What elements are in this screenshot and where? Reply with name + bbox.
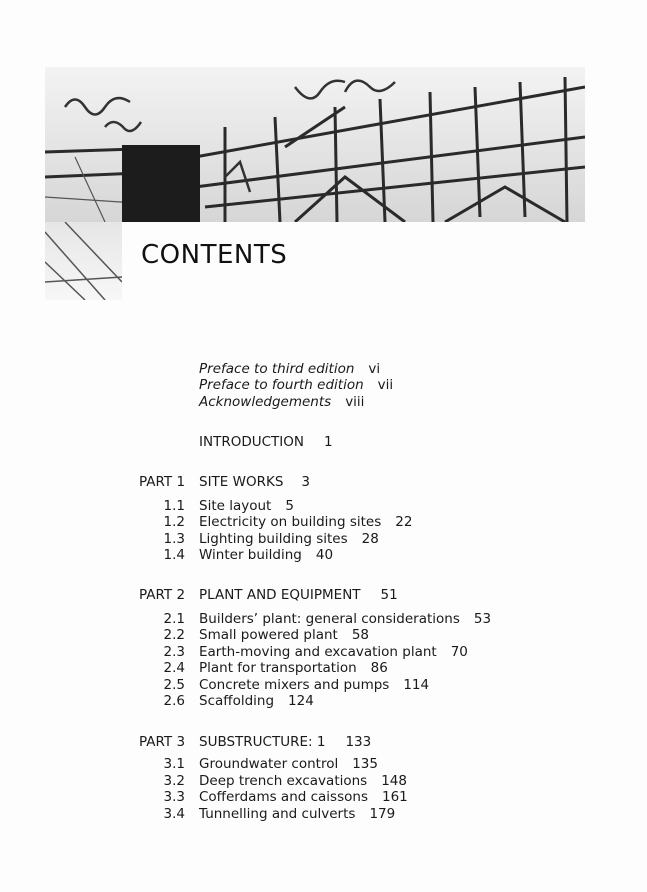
introduction-entry[interactable] [199,434,333,450]
page-number: vii [377,377,394,393]
chapter-title: Deep trench excavations [199,773,368,789]
prelim-label: Preface to third edition [199,361,355,377]
page-number: 53 [473,611,492,627]
chapter-title: Cofferdams and caissons [199,789,368,805]
page-number: 148 [381,773,407,789]
page-number: 124 [288,693,314,709]
chapter-entry[interactable] [199,531,379,547]
part-label: PART 1 [139,474,186,490]
chapter-title: Scaffolding [199,693,275,709]
chapter-title: Lighting building sites [199,531,348,547]
part-title-entry[interactable] [199,474,310,490]
page-number: 133 [345,734,372,750]
prelim-label: Acknowledgements [199,394,332,410]
part-title-entry[interactable] [199,587,398,603]
page-number: viii [345,394,365,410]
chapter-entry[interactable] [199,498,294,514]
chapter-entry[interactable] [199,693,314,709]
chapter-number: 1.1 [163,498,185,514]
page-number: 135 [352,756,378,772]
chapter-title: Builders’ plant: general considerations [199,611,460,627]
page-number: 5 [285,498,294,514]
chapter-number: 2.3 [163,644,185,660]
page-number: 161 [381,789,408,805]
chapter-entry[interactable] [199,677,429,693]
chapter-entry[interactable] [199,514,412,530]
prelim-label: Preface to fourth edition [199,377,364,393]
part-label: PART 2 [139,587,186,603]
chapter-number: 2.2 [163,627,185,643]
introduction-label: INTRODUCTION [199,434,304,450]
chapter-number: 3.3 [163,789,185,805]
part-title: SITE WORKS [199,474,284,490]
page-number: 70 [450,644,468,660]
part-title-entry[interactable] [199,734,371,750]
chapter-entry[interactable] [199,644,468,660]
chapter-entry[interactable] [199,611,491,627]
chapter-number: 2.6 [163,693,185,709]
chapter-title: Site layout [199,498,272,514]
page-number: 3 [301,474,310,490]
part-label: PART 3 [139,734,186,750]
chapter-title: Groundwater control [199,756,339,772]
chapter-entry[interactable] [199,773,407,789]
page-number: 179 [369,806,396,822]
chapter-number: 3.4 [163,806,185,822]
chapter-number: 1.2 [163,514,185,530]
chapter-entry[interactable] [199,789,408,805]
page-number: vi [368,361,381,377]
part-title: SUBSTRUCTURE: 1 [199,734,326,750]
chapter-number: 2.1 [163,611,185,627]
chapter-title: Plant for transportation [199,660,357,676]
page-title: CONTENTS [141,240,288,270]
chapter-title: Concrete mixers and pumps [199,677,390,693]
chapter-title: Winter building [199,547,302,563]
chapter-entry[interactable] [199,756,378,772]
chapter-title: Electricity on building sites [199,514,382,530]
page-number: 58 [351,627,370,643]
chapter-entry[interactable] [199,660,388,676]
chapter-number: 2.5 [163,677,185,693]
page-number: 28 [361,531,379,547]
page-number: 22 [395,514,413,530]
chapter-number: 3.1 [163,756,185,772]
chapter-number: 2.4 [163,660,185,676]
chapter-title: Small powered plant [199,627,338,643]
chapter-title: Earth-moving and excavation plant [199,644,437,660]
prelim-entry[interactable] [199,361,380,377]
prelim-entry[interactable] [199,394,364,410]
page-number: 51 [380,587,398,603]
prelim-entry[interactable] [199,377,393,393]
chapter-title: Tunnelling and culverts [199,806,356,822]
chapter-entry[interactable] [199,806,395,822]
chapter-entry[interactable] [199,627,369,643]
page-number: 1 [324,434,333,450]
page-number: 40 [315,547,334,563]
part-title: PLANT AND EQUIPMENT [199,587,361,603]
chapter-entry[interactable] [199,547,333,563]
page-number: 114 [403,677,430,693]
chapter-number: 3.2 [163,773,185,789]
page-number: 86 [370,660,388,676]
chapter-number: 1.3 [163,531,185,547]
chapter-number: 1.4 [163,547,185,563]
